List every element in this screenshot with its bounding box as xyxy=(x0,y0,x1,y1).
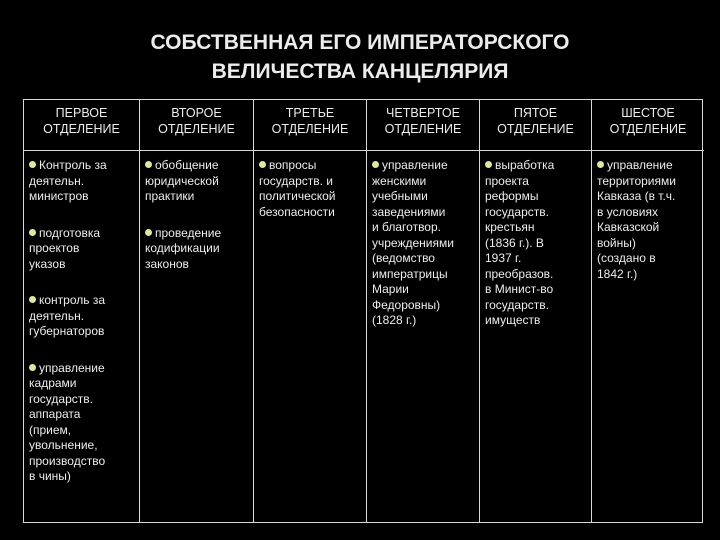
bullet-icon xyxy=(145,229,152,236)
item-text: подготовка проектов указов xyxy=(29,225,101,271)
item-text: проведение кодификации законов xyxy=(145,225,222,271)
bullet-icon xyxy=(372,161,379,168)
bullet-icon xyxy=(29,161,36,168)
column-body-fifth xyxy=(480,151,592,522)
bullet-icon xyxy=(29,229,36,236)
bullet-icon xyxy=(29,296,36,303)
list-item xyxy=(29,361,136,485)
bullet-icon xyxy=(29,364,36,371)
column-header-second: ВТОРОЕ ОТДЕЛЕНИЕ xyxy=(140,100,254,151)
column-body-sixth xyxy=(592,151,704,522)
bullet-icon xyxy=(485,161,492,168)
column-body-third xyxy=(254,151,367,522)
page-title: СОБСТВЕННАЯ ЕГО ИМПЕРАТОРСКОГО ВЕЛИЧЕСТВА КАНЦЕЛЯРИЯ xyxy=(150,31,570,83)
item-text: управление кадрами государств. аппарата (прием, увольнение, производство в чины) xyxy=(29,360,106,483)
column-body-first xyxy=(24,151,140,522)
item-text: вопросы государств. и политической безопасности xyxy=(259,158,336,219)
column-body-fourth xyxy=(367,151,480,522)
bullet-icon xyxy=(259,161,266,168)
column-header-fifth: ПЯТОЕ ОТДЕЛЕНИЕ xyxy=(480,100,592,151)
list-item xyxy=(145,158,250,205)
chancellery-table xyxy=(23,99,703,523)
item-text: контроль за деятельн. губернаторов xyxy=(29,293,106,338)
column-header-first: ПЕРВОЕ ОТДЕЛЕНИЕ xyxy=(24,100,140,151)
item-text: Контроль за деятельн. министров xyxy=(29,158,107,203)
list-item xyxy=(485,158,588,329)
list-item xyxy=(597,158,701,282)
list-item xyxy=(29,226,136,273)
column-header-fourth: ЧЕТВЕРТОЕ ОТДЕЛЕНИЕ xyxy=(367,100,480,151)
list-item xyxy=(145,226,250,273)
list-item xyxy=(29,293,136,340)
bullet-icon xyxy=(597,161,604,168)
column-header-sixth: ШЕСТОЕ ОТДЕЛЕНИЕ xyxy=(592,100,704,151)
list-item xyxy=(372,158,476,329)
list-item xyxy=(29,158,136,205)
bullet-icon xyxy=(145,161,152,168)
list-item xyxy=(259,158,363,220)
item-text: выработка проекта реформы государств. крестьян (1836 г.). В 1937 г. преобразов. в Минист-во государств. имуществ xyxy=(485,158,555,327)
column-header-third: ТРЕТЬЕ ОТДЕЛЕНИЕ xyxy=(254,100,367,151)
item-text: управление территориями Кавказа (в т.ч. в условиях Кавказской войны) (создано в 1842 г.) xyxy=(597,158,676,281)
item-text: обобщение юридической практики xyxy=(145,158,219,203)
item-text: управление женскими учебными заведениями и благотвор. учреждениями (ведомство императрицы Марии Федоровны) (1828 г.) xyxy=(372,158,454,327)
column-body-second xyxy=(140,151,254,522)
